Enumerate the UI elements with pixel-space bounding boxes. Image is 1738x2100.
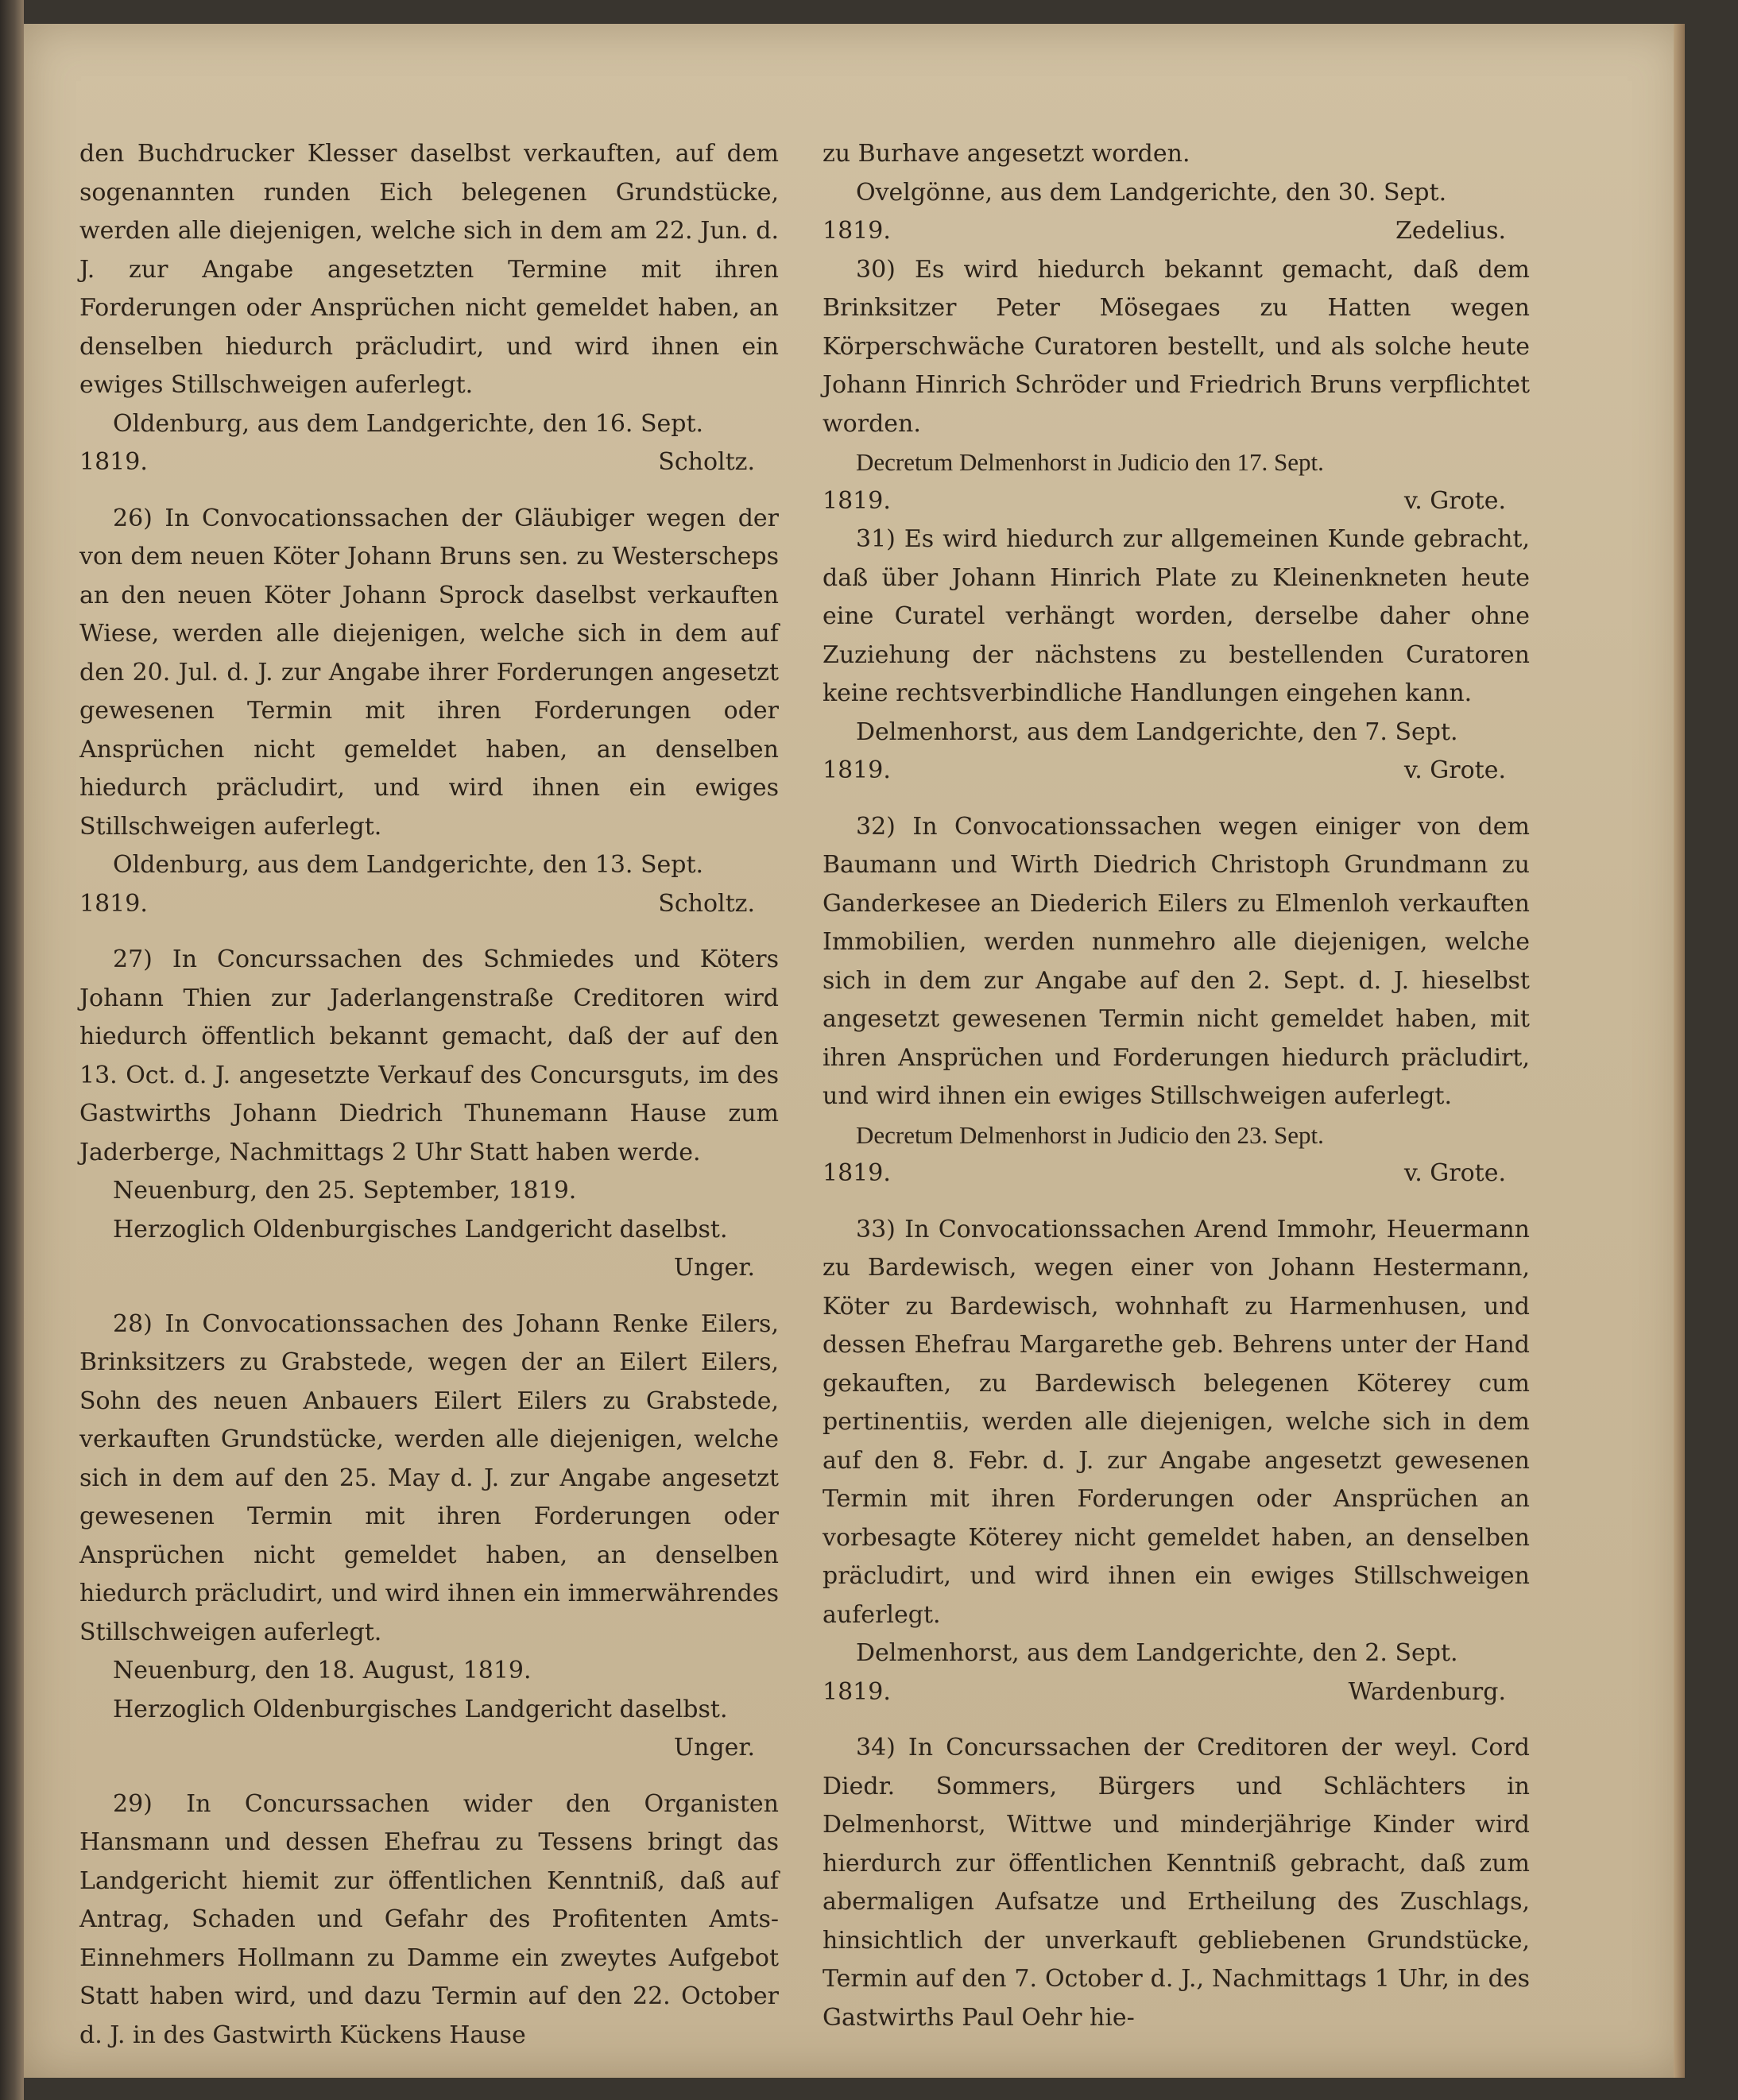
signature-row: [79, 443, 779, 482]
notice-27: 27) In Concurssachen des Schmiedes und Köters Johann Thien zur Jaderlangenstraße Creditoren wird hiedurch öffentlich bekannt gemacht, daß der auf den 13. Oct. d. J. angesetzte Verkauf des Concursguts, im des Gastwirths Johann Diedrich Thunemann Hause zum Jaderberge, Nachmittags 2 Uhr Statt haben werde.: [79, 946, 779, 1166]
notice-32-decree: Decretum Delmenhorst in Judicio den 23. Sept.: [856, 1120, 1324, 1149]
notice-33-year: 1819.: [823, 1677, 891, 1706]
notice-30-decree: Decretum Delmenhorst in Judicio den 17. Sept.: [856, 448, 1324, 476]
notice-33-signature: Wardenburg.: [1348, 1677, 1506, 1706]
right-column: [823, 135, 1530, 2037]
notice-continued: zu Burhave angesetzt worden.: [823, 140, 1190, 168]
signature-row: [823, 1154, 1530, 1193]
newspaper-page: [24, 24, 1685, 2078]
notice-33-date: Delmenhorst, aus dem Landgerichte, den 2. Sept.: [856, 1639, 1458, 1667]
notice-26: 26) In Convocationssachen der Gläubiger wegen der von dem neuen Köter Johann Bruns sen. zu Westerscheps an den neuen Köter Johann Sprock daselbst verkauften Wiese, werden alle diejenigen, welche sich in dem auf den 20. Jul. d. J. zur Angabe ihrer Forderungen angesetzt gewesenen Termin mit ihren Forderungen oder Ansprüchen nicht gemeldet haben, an denselben hiedurch präcludirt, und wird ihnen ein ewiges Stillschweigen auferlegt.: [79, 504, 779, 841]
notice-26-date: Oldenburg, aus dem Landgerichte, den 13. Sept.: [113, 851, 704, 879]
notice-signature: Zedelius.: [1395, 217, 1506, 245]
notice-30-year: 1819.: [823, 486, 891, 515]
notice-33: 33) In Convocationssachen Arend Immohr, Heuermann zu Bardewisch, wegen einer von Johann Hestermann, Köter zu Bardewisch, wohnhaft zu Harmenhusen, und dessen Ehefrau Margarethe geb. Behrens unter der Hand gekauften, zu Bardewisch belegenen Köterey cum pertinentiis, werden alle diejenigen, welche sich in dem auf den 8. Febr. d. J. zur Angabe angesetzt gewesenen Termin mit ihren Forderungen oder Ansprüchen an vorbesagte Köterey nicht gemeldet haben, an denselben präcludirt, und wird ihnen ein ewiges Stillschweigen auferlegt.: [823, 1215, 1530, 1629]
notice-32: 32) In Convocationssachen wegen einiger von dem Baumann und Wirth Diedrich Christoph Grundmann zu Ganderkesee an Diederich Eilers zu Elmenloh verkauften Immobilien, werden nunmehro alle diejenigen, welche sich in dem zur Angabe auf den 2. Sept. d. J. hieselbst angesetzt gewesenen Termin nicht gemeldet haben, mit ihren Ansprüchen und Forderungen hiedurch präcludirt, und wird ihnen ein ewiges Stillschweigen auferlegt.: [823, 812, 1530, 1110]
notice-31-date: Delmenhorst, aus dem Landgerichte, den 7. Sept.: [856, 717, 1458, 746]
notice-27-signature: Unger.: [673, 1254, 755, 1282]
notice-26-year: 1819.: [79, 889, 148, 918]
notice-28-date: Neuenburg, den 18. August, 1819.: [113, 1657, 532, 1684]
notice-31-year: 1819.: [823, 756, 891, 784]
signature-row: [79, 885, 779, 924]
notice-32-year: 1819.: [823, 1159, 891, 1187]
signature-row: [823, 752, 1530, 791]
notice-32-signature: v. Grote.: [1403, 1159, 1506, 1187]
notice-signature: Scholtz.: [658, 448, 755, 476]
notice-34: 34) In Concurssachen der Creditoren der weyl. Cord Diedr. Sommers, Bürgers und Schlächters in Delmenhorst, Wittwe und minderjährige Kinder wird hierdurch zur öffentlichen Kenntniß gebracht, daß zum abermaligen Aufsatze und Ertheilung des Zuschlags, hinsichtlich der unverkauft gebliebenen Grundstücke, Termin auf den 7. October d. J., Nachmittags 1 Uhr, in des Gastwirths Paul Oehr hie-: [823, 1734, 1530, 2032]
signature-row: [823, 1673, 1530, 1712]
notice-date: Ovelgönne, aus dem Landgerichte, den 30. Sept.: [856, 178, 1447, 207]
notice-27-court: Herzoglich Oldenburgisches Landgericht daselbst.: [113, 1215, 728, 1243]
notice-continued: den Buchdrucker Klesser daselbst verkauften, auf dem sogenannten runden Eich belegenen Grundstücke, werden alle diejenigen, welche sich in dem am 22. Jun. d. J. zur Angabe angesetzten Termine mit ihren Forderungen oder Ansprüchen nicht gemeldet haben, an denselben hiedurch präcludirt, und wird ihnen ein ewiges Stillschweigen auferlegt.: [79, 140, 779, 399]
left-column: [79, 135, 779, 2055]
signature-row: [823, 482, 1530, 521]
notice-30: 30) Es wird hiedurch bekannt gemacht, daß dem Brinksitzer Peter Mösegaes zu Hatten wegen Körperschwäche Curatoren bestellt, und als solche heute Johann Hinrich Schröder und Friedrich Bruns verpflichtet worden.: [823, 255, 1530, 438]
notice-year: 1819.: [823, 217, 891, 245]
signature-row: [823, 212, 1530, 251]
notice-date: Oldenburg, aus dem Landgerichte, den 16. Sept.: [113, 409, 704, 438]
page-edge: [1674, 24, 1685, 2078]
notice-28: 28) In Convocationssachen des Johann Renke Eilers, Brinksitzers zu Grabstede, wegen der an Eilert Eilers, Sohn des neuen Anbauers Eilert Eilers zu Grabstede, verkauften Grundstücke, werden alle diejenigen, welche sich in dem auf den 25. May d. J. zur Angabe angesetzt gewesenen Termin mit ihren Forderungen oder Ansprüchen nicht gemeldet haben, an denselben hiedurch präcludirt, und wird ihnen ein immerwährendes Stillschweigen auferlegt.: [79, 1309, 779, 1646]
notice-26-signature: Scholtz.: [658, 889, 755, 918]
notice-31: 31) Es wird hiedurch zur allgemeinen Kunde gebracht, daß über Johann Hinrich Plate zu Kleinenkneten heute eine Curatel verhängt worden, derselbe daher ohne Zuziehung der nächstens zu bestellenden Curatoren keine rechtsverbindliche Handlungen eingehen kann.: [823, 525, 1530, 707]
book-spine: [0, 0, 24, 2100]
notice-year: 1819.: [79, 448, 148, 476]
notice-31-signature: v. Grote.: [1403, 756, 1506, 784]
notice-29: 29) In Concurssachen wider den Organisten Hansmann und dessen Ehefrau zu Tessens bringt das Landgericht hiemit zur öffentlichen Kenntniß, daß auf Antrag, Schaden und Gefahr des Profitenten Amts-Einnehmers Hollmann zu Damme ein zweytes Aufgebot Statt haben wird, und dazu Termin auf den 22. October d. J. in des Gastwirth Kückens Hause: [79, 1789, 779, 2049]
notice-27-date: Neuenburg, den 25. September, 1819.: [113, 1177, 577, 1205]
notice-30-signature: v. Grote.: [1403, 486, 1506, 515]
notice-28-signature: Unger.: [673, 1734, 755, 1762]
notice-28-court: Herzoglich Oldenburgisches Landgericht daselbst.: [113, 1695, 728, 1723]
